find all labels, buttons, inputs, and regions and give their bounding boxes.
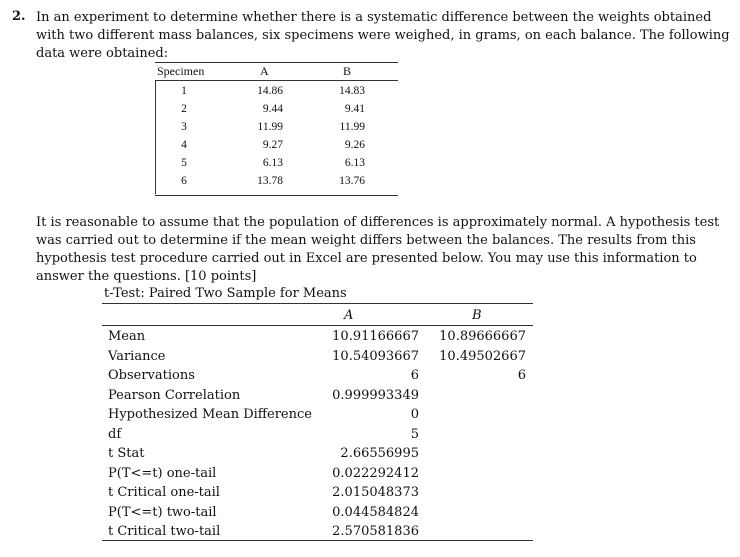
a-cell: 13.78	[257, 175, 283, 187]
value-a: 6	[410, 368, 419, 383]
a-cell: 9.44	[262, 103, 283, 115]
value-a: 5	[410, 426, 419, 442]
value-a: 10.91166667	[332, 329, 419, 344]
table-row	[155, 173, 398, 191]
ttest-row	[102, 465, 533, 484]
row-label: P(T<=t) one-tail	[108, 465, 217, 481]
row-label: t Critical two-tail	[108, 524, 221, 539]
ttest-row	[102, 328, 533, 347]
ttest-row	[102, 426, 533, 445]
specimen-cell: 3	[181, 121, 187, 133]
b-cell: 6.13	[344, 157, 365, 169]
specimen-cell: 4	[181, 139, 187, 151]
table-row	[155, 155, 398, 173]
value-a: 0	[410, 407, 419, 422]
row-label: Observations	[108, 368, 195, 383]
ttest-row	[102, 348, 533, 367]
row-label: t Stat	[108, 446, 145, 461]
row-label: P(T<=t) two-tail	[108, 504, 217, 520]
header-specimen: Specimen	[157, 64, 205, 78]
question-intro: In an experiment to determine whether there is a systematic difference between the weights obtained with two different mass balances, six specimens were weighed, in grams, on each balance. The following data were obtained:	[36, 10, 730, 61]
value-a: 2.66556995	[340, 446, 419, 461]
ttest-row	[102, 504, 533, 523]
value-a: 0.044584824	[332, 504, 419, 520]
ttest-header-a: A	[344, 308, 354, 323]
row-label: Mean	[108, 329, 146, 344]
table-row	[155, 137, 398, 155]
value-b: 10.49502667	[439, 348, 526, 364]
a-cell: 11.99	[257, 121, 283, 133]
b-cell: 9.41	[344, 103, 365, 115]
value-a: 0.022292412	[332, 465, 419, 481]
ttest-row	[102, 484, 533, 503]
b-cell: 9.26	[344, 139, 365, 151]
table-row	[155, 101, 398, 119]
question-context: It is reasonable to assume that the population of differences is approximately normal. A hypothesis test was carried out to determine if the mean weight differs between the balances. The results from this hypothesis test procedure carried out in Excel are presented below. You may use this information to answer the questions. [10 points]	[36, 215, 720, 284]
b-cell: 11.99	[339, 121, 365, 133]
a-cell: 9.27	[262, 139, 283, 151]
ttest-table	[102, 303, 533, 541]
row-label: Pearson Correlation	[108, 387, 241, 403]
ttest-title: t-Test: Paired Two Sample for Means	[104, 286, 347, 301]
ttest-row	[102, 367, 533, 386]
ttest-row	[102, 445, 533, 464]
row-label: Variance	[108, 348, 166, 364]
specimen-cell: 1	[181, 85, 187, 97]
row-label: df	[108, 426, 122, 442]
specimen-cell: 5	[181, 157, 187, 169]
table-row	[155, 83, 398, 101]
a-cell: 14.86	[257, 85, 283, 97]
specimen-cell: 6	[181, 175, 187, 187]
b-cell: 13.76	[339, 175, 365, 187]
value-a: 2.015048373	[332, 485, 419, 500]
a-cell: 6.13	[262, 157, 283, 169]
ttest-header-b: B	[472, 308, 482, 323]
value-b: 10.89666667	[439, 329, 526, 344]
table-rule-top	[102, 303, 533, 304]
row-label: t Critical one-tail	[108, 485, 220, 500]
ttest-row	[102, 387, 533, 406]
table-rule-header	[102, 325, 533, 326]
table-row	[155, 119, 398, 137]
value-a: 0.999993349	[332, 387, 419, 403]
ttest-row	[102, 406, 533, 425]
value-a: 2.570581836	[332, 524, 419, 539]
specimen-table-header	[155, 63, 398, 81]
b-cell: 14.83	[339, 85, 365, 97]
header-b: B	[343, 64, 352, 78]
specimen-cell: 2	[181, 103, 187, 115]
table-rule-bottom	[102, 540, 533, 541]
value-a: 10.54093667	[332, 348, 419, 364]
row-label: Hypothesized Mean Difference	[108, 407, 312, 422]
question-number: 2.	[12, 9, 26, 24]
value-b: 6	[517, 368, 526, 383]
specimen-table	[155, 62, 398, 196]
header-a: A	[260, 64, 269, 78]
